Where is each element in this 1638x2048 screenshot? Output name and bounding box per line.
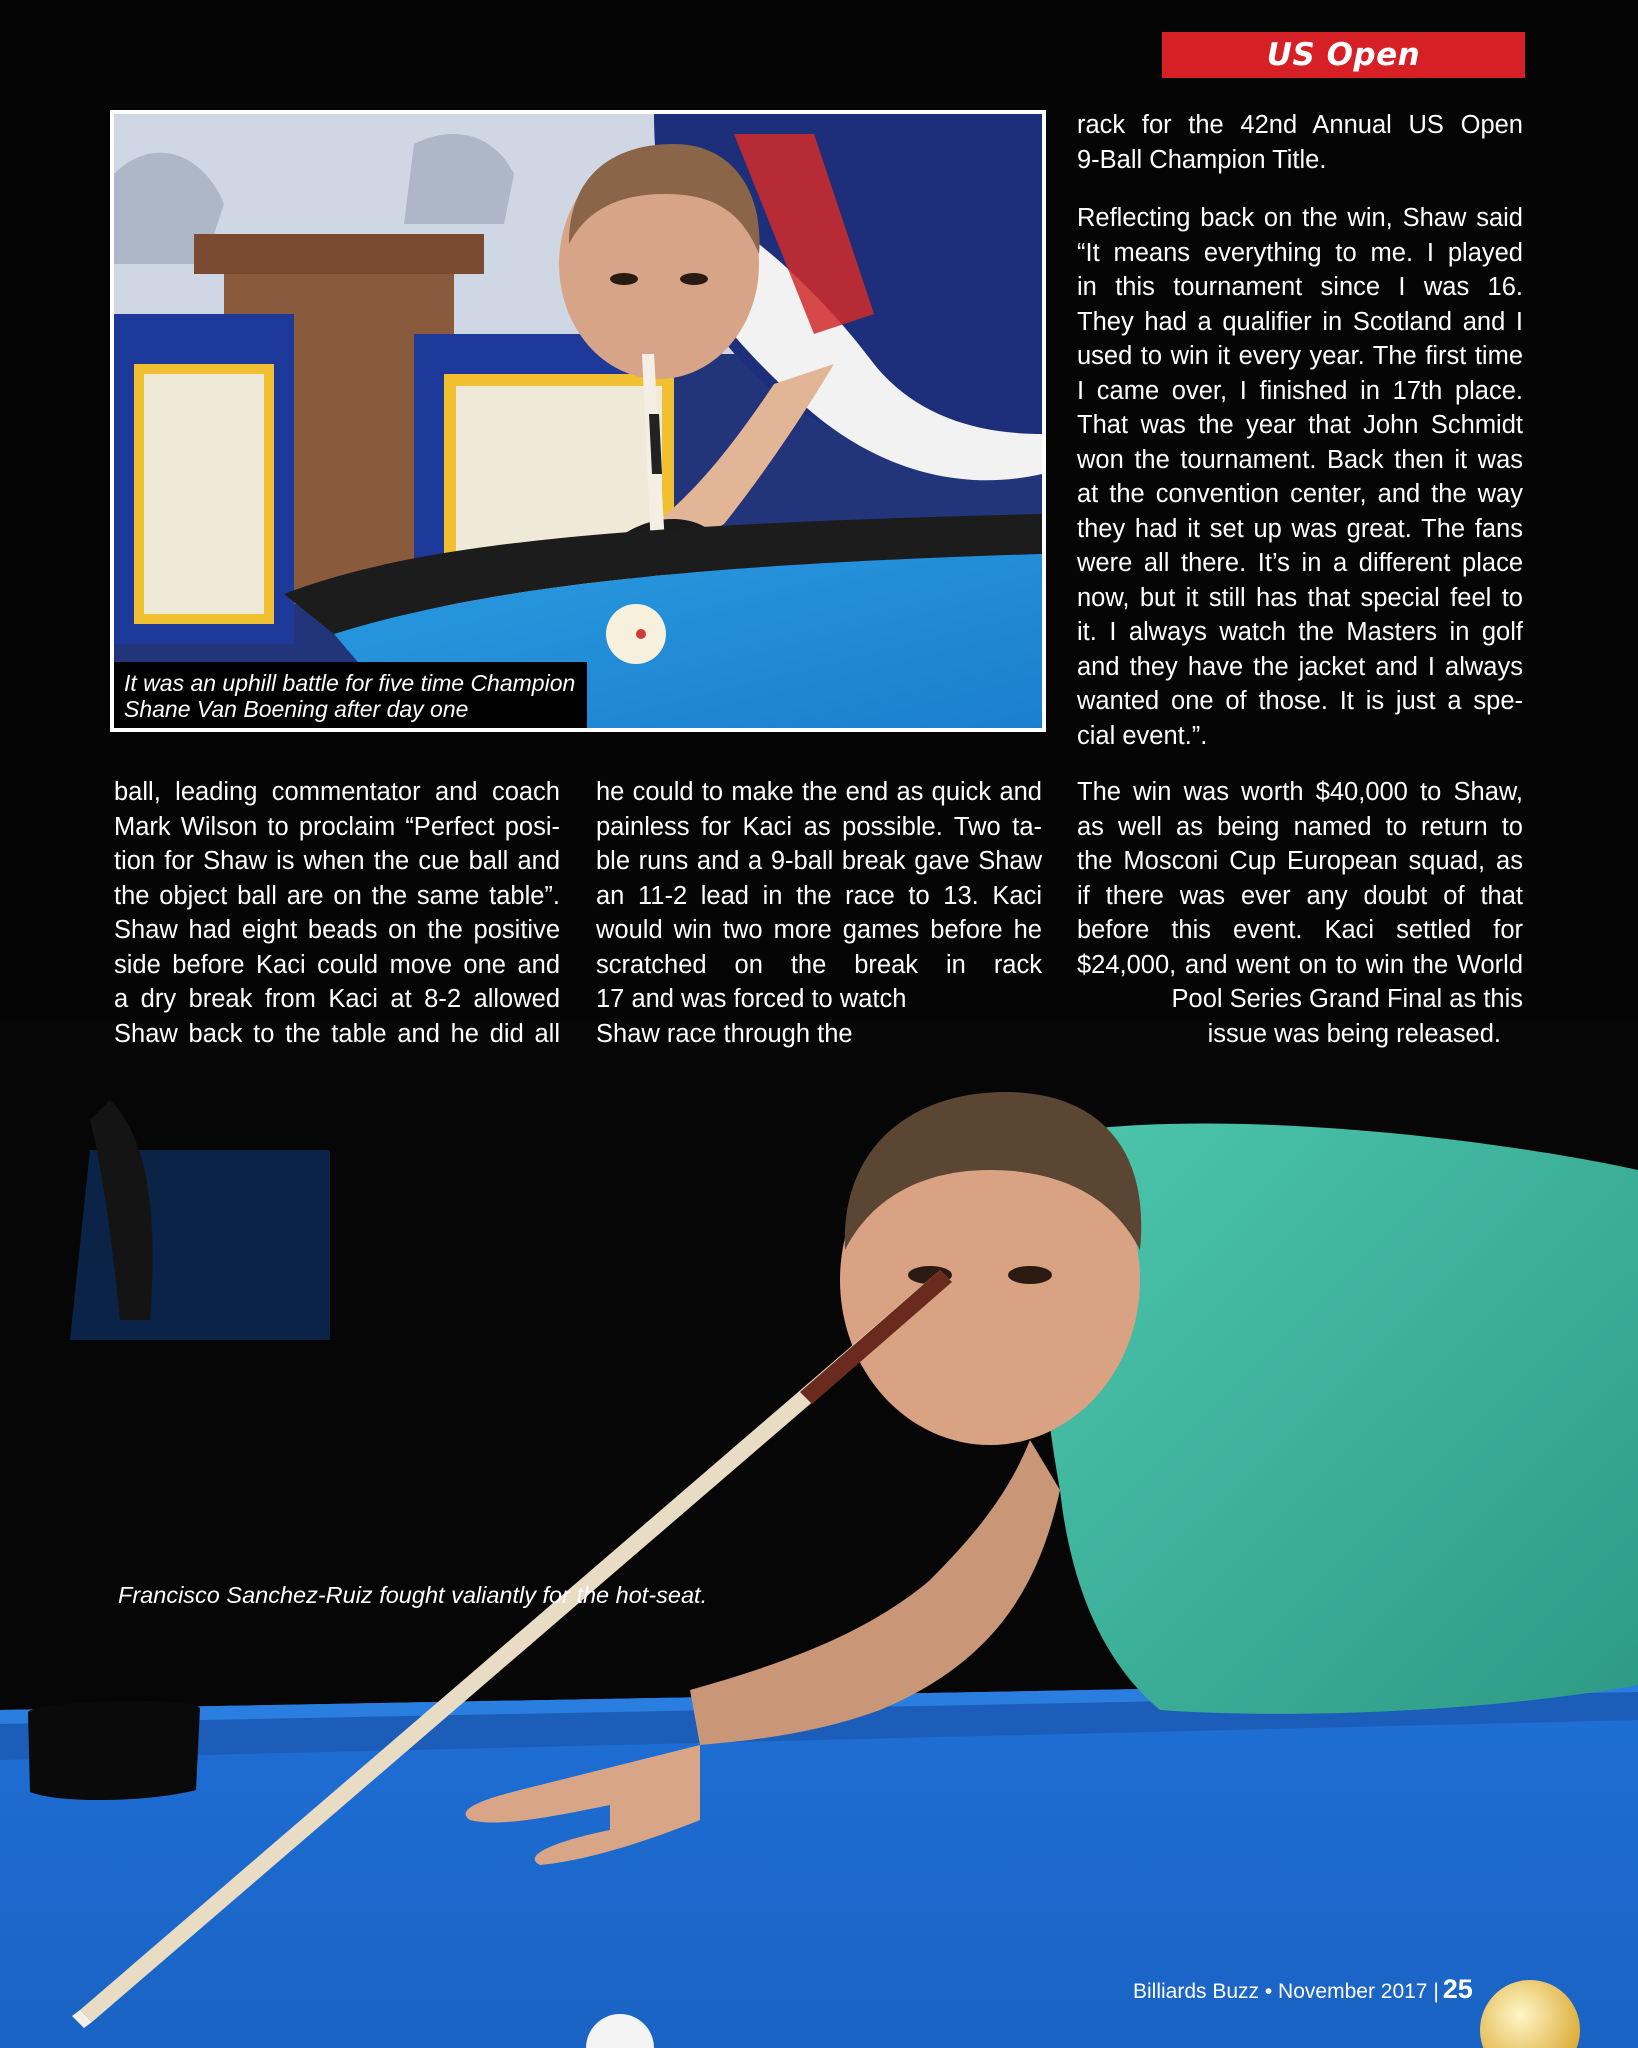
shane-van-boening-illustration [114,114,1042,728]
article-right-column-top [1077,108,1523,753]
article-paragraph: rack for the 42nd Annual US Open 9-Ball Champion Title. [1077,111,1523,174]
publication-line: Billiards Buzz • November 2017 | [1133,1980,1439,2003]
player-shot-illustration [0,1020,1638,2048]
article-paragraph-quote: Reflecting back on the win, Shaw said “It means everything to me. I played in this tournament since I was 16. They had a qualifier in Scotland and I used to win it every year. The first time I came over, I finished in 17th place. That was the year that John Schmidt won the tournament. Back then it was at the convention center, and the way they had it set up was great. The fans were all there. It’s in a different place now, but it still has that special feel to it. I always watch the Masters in golf and they have the jacket and I always wanted one of those. It is just a spe- cial event.”. [1077,204,1523,750]
top-caption-line-2: Shane Van Boening after day one [124,696,469,722]
article-middle-column: he could to make the end as quick and painless for Kaci as possible. Two ta- ble runs and a 9-ball break gave Shaw an 11-2 lead in the race to 13. Kaci would win two more games before he scratched on the break in rack 17 and was forced to watch Shaw race through the [596,778,1042,1048]
section-tag [1162,32,1525,78]
top-photo [110,110,1046,732]
bottom-photo [0,1020,1638,2048]
top-photo-caption [114,662,587,728]
section-title: US Open [1266,37,1421,73]
top-caption-line-1: It was an uphill battle for five time Champion [124,670,576,696]
bottom-photo-caption: Francisco Sanchez-Ruiz fought valiantly for the hot-seat. [118,1582,708,1608]
page-footer [1133,1974,1473,2005]
article-left-column: ball, leading commentator and coach Mark Wilson to proclaim “Perfect posi- tion for Shaw is when the cue ball and the object ball are on the same table”. Shaw had eight beads on the positive side before Kaci could move one and a dry break from Kaci at 8-2 allowed Shaw back to the table and he did all [114,778,560,1048]
page-number: 25 [1442,1974,1473,2004]
article-right-column-bottom: The win was worth $40,000 to Shaw, as well as being named to return to the Mosconi Cup European squad, as if there was ever any doubt of that before this event. Kaci settled for $24,000, and went on to win the World Pool Series Grand Final as this issue was being released. [1077,778,1523,1048]
